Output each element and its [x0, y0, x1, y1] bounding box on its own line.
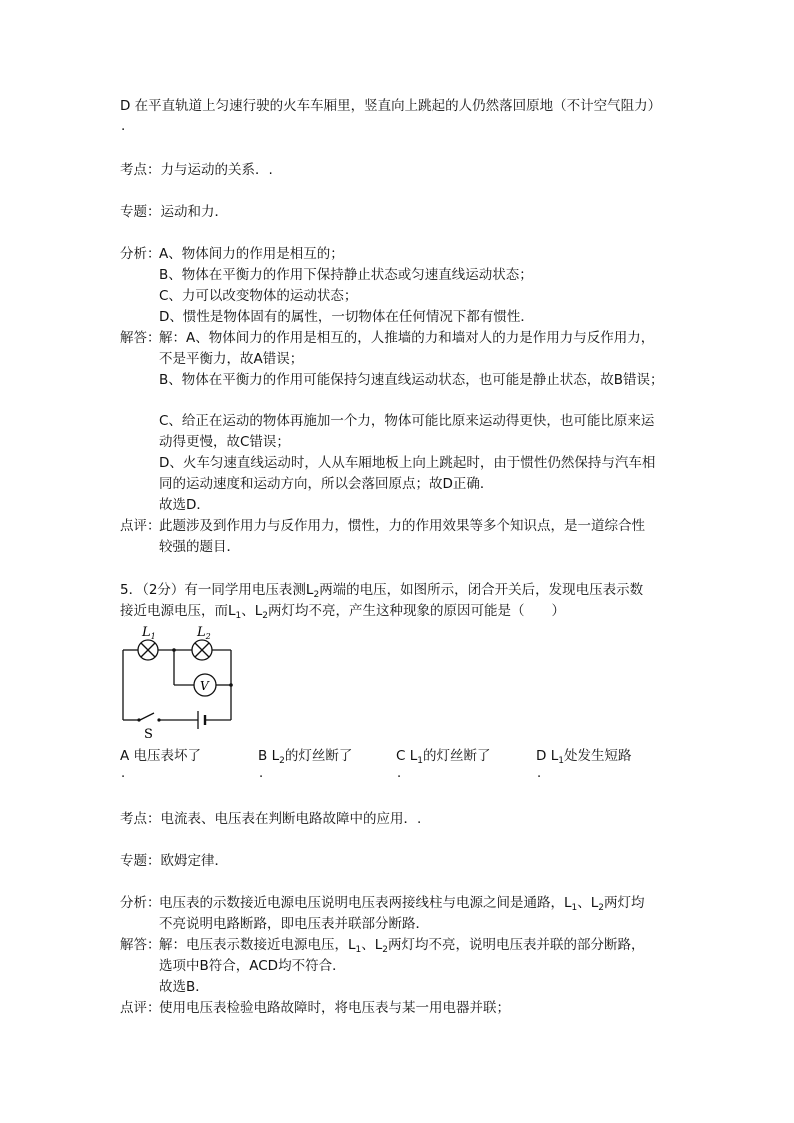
- lamp-l1-label: $L_1$: [142, 625, 156, 641]
- subscript: 1: [355, 945, 362, 955]
- dianping-line: 较强的题目．: [159, 539, 240, 555]
- option-letter: B: [258, 748, 268, 764]
- dianping-line: 此题涉及到作用力与反作用力，惯性，力的作用效果等多个知识点，是一道综合性: [159, 518, 645, 534]
- option-b: [258, 747, 352, 770]
- jieda-line: 不是平衡力，故A错误；: [159, 351, 304, 367]
- fenxi-label: 分析：: [120, 895, 161, 911]
- jieda-line: B、物体在平衡力的作用可能保持匀速直线运动状态，也可能是静止状态，故B错误；: [159, 372, 664, 388]
- subscript: 1: [558, 756, 564, 766]
- jieda-text: 两灯均不亮，说明电压表并联的部分断路，: [388, 937, 645, 953]
- option-text: 电压表坏了: [133, 748, 202, 764]
- voltmeter-label: V: [200, 679, 209, 693]
- jieda-line: 同的运动速度和运动方向，所以会落回原点；故D正确．: [159, 476, 494, 492]
- kaodian-label: 考点：: [120, 811, 161, 827]
- q5-stem-line-1: [120, 581, 643, 604]
- subscript: 2: [279, 756, 285, 766]
- dianping-label: 点评：: [120, 1000, 161, 1016]
- option-letter: C: [396, 748, 406, 764]
- jieda-line: 选项中B符合，ACD均不符合．: [159, 958, 346, 974]
- option-text: 的灯丝断了: [284, 748, 353, 764]
- subscript: 2: [262, 611, 269, 621]
- jieda-line: 故选D．: [159, 497, 210, 513]
- fenxi-label: 分析：: [120, 246, 161, 262]
- dianping-line: 使用电压表检验电路故障时，将电压表与某一用电器并联；: [159, 1000, 510, 1016]
- fenxi-line: D、惯性是物体固有的属性，一切物体在任何情况下都有惯性．: [159, 309, 534, 325]
- option-a: [120, 747, 201, 765]
- fenxi-text: 两灯均: [604, 895, 645, 911]
- q5-stem-text: 5．（2分）有一同学用电压表测L: [120, 582, 314, 598]
- option-c: [396, 747, 491, 770]
- lamp-l2-label: $L_2$: [197, 625, 211, 641]
- jieda-line: D、火车匀速直线运动时，人从车厢地板上向上跳起时，由于惯性仍然保持与汽车相: [159, 455, 656, 471]
- subscript: 1: [417, 756, 423, 766]
- jieda-text: 解：电压表示数接近电源电压，L: [159, 937, 356, 953]
- junction-dot: [229, 683, 233, 687]
- option-text: L: [271, 748, 280, 764]
- jieda-line: C、给正在运动的物体再施加一个力，物体可能比原来运动得更快，也可能比原来运: [159, 413, 655, 429]
- option-text: 的灯丝断了: [423, 748, 491, 764]
- zhuanti-label: 专题：: [120, 853, 161, 869]
- switch-label: S: [144, 727, 153, 740]
- zhuanti-line: [120, 203, 228, 221]
- q5-stem-text: 接近电源电压，而L: [120, 603, 236, 619]
- dianping-label: 点评：: [120, 518, 161, 534]
- q5-kaodian-line: [120, 810, 421, 828]
- option-d: [536, 747, 631, 770]
- option-text: L: [550, 748, 559, 764]
- jieda-label: 解答：: [120, 937, 161, 953]
- q5-stem-text: 两灯均不亮，产生这种现象的原因可能是（ ）: [268, 603, 566, 619]
- zhuanti-label: 专题：: [120, 204, 161, 220]
- jieda-line: [159, 936, 645, 959]
- jieda-line: 故选B．: [159, 979, 209, 995]
- option-d-dot: .: [537, 766, 542, 781]
- subscript: 2: [598, 903, 605, 913]
- switch-blade: [140, 713, 154, 720]
- option-d-text: D 在平直轨道上匀速行驶的火车车厢里，竖直向上跳起的人仍然落回原地（不计空气阻力）: [120, 98, 662, 114]
- junction-dot: [172, 648, 176, 652]
- kaodian-label: 考点：: [120, 162, 161, 178]
- jieda-text: 、L: [361, 937, 383, 953]
- option-letter: A: [120, 748, 130, 764]
- option-c-dot: .: [397, 766, 402, 781]
- subscript: 1: [571, 903, 578, 913]
- option-text: L: [409, 748, 418, 764]
- option-d-dot: .: [121, 118, 126, 134]
- fenxi-line: 不亮说明电路断路，即电压表并联部分断路．: [159, 916, 429, 932]
- kaodian-text: 力与运动的关系．.: [160, 162, 273, 178]
- option-letter: D: [536, 748, 547, 764]
- zhuanti-text: 运动和力．: [160, 204, 228, 220]
- subscript: 2: [382, 945, 389, 955]
- option-text: 处发生短路: [563, 748, 632, 764]
- fenxi-line: B、物体在平衡力的作用下保持静止状态或匀速直线运动状态；: [159, 267, 533, 283]
- fenxi-line: C、力可以改变物体的运动状态；: [159, 288, 358, 304]
- kaodian-text: 电流表、电压表在判断电路故障中的应用．.: [160, 811, 422, 827]
- jieda-line: 动得更慢，故C错误；: [159, 434, 290, 450]
- jieda-label: 解答：: [120, 330, 161, 346]
- fenxi-text: 电压表的示数接近电源电压说明电压表两接线柱与电源之间是通路，L: [159, 895, 572, 911]
- option-a-dot: .: [121, 766, 126, 781]
- fenxi-text: 、L: [577, 895, 599, 911]
- q5-stem-text: 两端的电压，如图所示，闭合开关后，发现电压表示数: [319, 582, 644, 598]
- q5-zhuanti-line: [120, 852, 228, 870]
- kaodian-line: [120, 161, 273, 179]
- switch-contact: [137, 718, 140, 721]
- fenxi-line: A、物体间力的作用是相互的；: [159, 246, 344, 262]
- fenxi-line: [159, 894, 645, 917]
- subscript: 2: [313, 590, 320, 600]
- zhuanti-text: 欧姆定律．: [160, 853, 228, 869]
- jieda-line: 解：A、物体间力的作用是相互的，人推墙的力和墙对人的力是作用力与反作用力，: [159, 330, 655, 346]
- q5-stem-text: 、L: [241, 603, 263, 619]
- option-b-dot: .: [259, 766, 264, 781]
- subscript: 1: [235, 611, 242, 621]
- circuit-diagram: [112, 622, 242, 740]
- switch-contact: [157, 718, 160, 721]
